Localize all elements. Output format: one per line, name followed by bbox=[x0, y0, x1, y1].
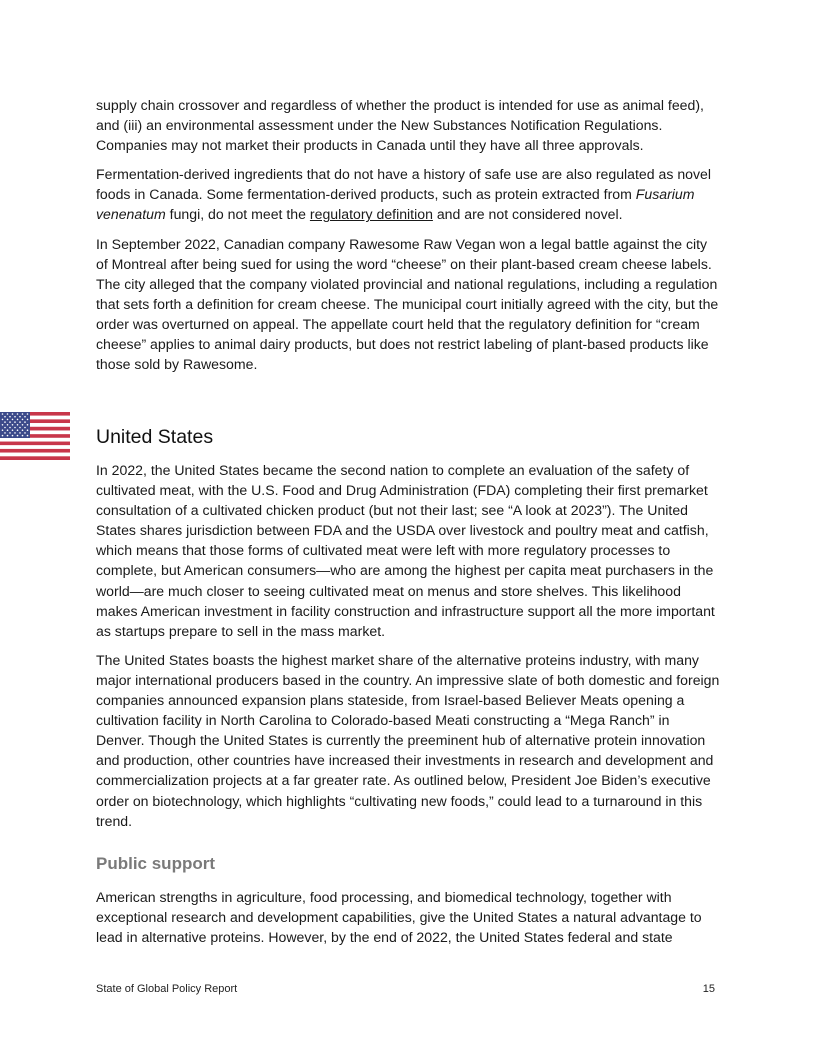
flag-star bbox=[4, 416, 6, 418]
flag-star bbox=[27, 429, 29, 431]
us-flag-icon bbox=[0, 412, 70, 460]
flag-star bbox=[7, 419, 9, 421]
flag-star bbox=[2, 413, 4, 415]
flag-star bbox=[9, 416, 11, 418]
flag-star bbox=[27, 424, 29, 426]
flag-star bbox=[22, 429, 24, 431]
flag-star bbox=[12, 429, 14, 431]
flag-star bbox=[14, 416, 16, 418]
flag-star bbox=[12, 419, 14, 421]
flag-star bbox=[22, 435, 24, 437]
species-name: Fusarium venenatum bbox=[96, 186, 695, 223]
flag-stripe bbox=[0, 449, 70, 453]
flag-star bbox=[19, 416, 21, 418]
flag-stripe bbox=[0, 453, 70, 457]
flag-star bbox=[9, 421, 11, 423]
flag-star bbox=[17, 413, 19, 415]
intro-paragraph-1: supply chain crossover and regardless of whether the product is intended for use as animal feed), and (iii) an environmental assessment under the New Substances Notification Regulations. Companies may not market their products in Canada until they have all three approvals. bbox=[96, 97, 704, 154]
intro-paragraph-2-text-a: Fermentation-derived ingredients that do not have a history of safe use are also regulated as novel foods in Canada. Some fermentation-derived products, such as protein extracted from bbox=[96, 166, 712, 203]
flag-star bbox=[14, 432, 16, 434]
flag-star bbox=[19, 432, 21, 434]
flag-star bbox=[4, 421, 6, 423]
flag-star bbox=[19, 427, 21, 429]
flag-star bbox=[7, 413, 9, 415]
flag-star bbox=[14, 421, 16, 423]
flag-stripe bbox=[0, 456, 70, 460]
flag-star bbox=[12, 424, 14, 426]
flag-star bbox=[7, 424, 9, 426]
flag-star bbox=[17, 424, 19, 426]
flag-star bbox=[9, 432, 11, 434]
flag-stripe bbox=[0, 438, 70, 442]
flag-star bbox=[19, 421, 21, 423]
intro-paragraph-2-text-c: and are not considered novel. bbox=[432, 206, 623, 223]
flag-star bbox=[22, 413, 24, 415]
flag-star bbox=[4, 432, 6, 434]
flag-star bbox=[27, 413, 29, 415]
flag-star bbox=[17, 419, 19, 421]
section-title-united-states: United States bbox=[96, 426, 214, 448]
united-states-section bbox=[96, 460, 720, 840]
flag-star bbox=[12, 413, 14, 415]
intro-paragraph-2-text-b: fungi, do not meet the bbox=[165, 206, 310, 223]
flag-star bbox=[2, 435, 4, 437]
flag-stripe bbox=[0, 442, 70, 446]
flag-star bbox=[22, 419, 24, 421]
flag-star bbox=[7, 435, 9, 437]
us-paragraph-2: The United States boasts the highest market share of the alternative proteins industry, with many major international producers based in the country. An impressive slate of both domestic and foreign companies announced expansion plans stateside, from Israel-based Believer Meats opening a cultivation facility in North Carolina to Colorado-based Meati constructing a “Mega Ranch” in Denver. Though the United States is currently the preeminent hub of alternative protein innovation and production, other countries have increased their investments in research and development and commercialization projects at a far greater rate. As outlined below, President Joe Biden’s executive order on biotechnology, which highlights “cultivating new foods,” could lead to a turnaround in this trend. bbox=[96, 651, 720, 829]
flag-star bbox=[2, 429, 4, 431]
intro-section bbox=[96, 95, 720, 383]
flag-star bbox=[24, 432, 26, 434]
flag-star bbox=[17, 435, 19, 437]
public-support-paragraph-1: American strengths in agriculture, food processing, and biomedical technology, together with exceptional research and development capabilities, give the United States a natural advantage to lead in alternative proteins. However, by the end of 2022, the United States federal and state bbox=[96, 889, 702, 946]
flag-star bbox=[24, 427, 26, 429]
flag-star bbox=[12, 435, 14, 437]
flag-star bbox=[27, 435, 29, 437]
footer-report-name: State of Global Policy Report bbox=[96, 983, 238, 995]
footer-page-number: 15 bbox=[702, 983, 715, 995]
flag-star bbox=[2, 424, 4, 426]
flag-star bbox=[24, 416, 26, 418]
flag-star bbox=[17, 429, 19, 431]
flag-stripe bbox=[0, 445, 70, 449]
subsection-title-public-support: Public support bbox=[96, 854, 215, 873]
public-support-section bbox=[96, 887, 720, 956]
flag-star bbox=[24, 421, 26, 423]
flag-star bbox=[27, 419, 29, 421]
intro-paragraph-2 bbox=[96, 164, 720, 224]
intro-paragraph-3: In September 2022, Canadian company Rawesome Raw Vegan won a legal battle against the city of Montreal after being sued for using the word “cheese” on their plant-based cream cheese labels. The city alleged that the company violated provincial and national regulations, including a regulation that sets forth a definition for cream cheese. The municipal court initially agreed with the city, but the order was overturned on appeal. The appellate court held that the regulatory definition for “cream cheese” applies to animal dairy products, but does not restrict labeling of plant-based products like those sold by Rawesome. bbox=[96, 235, 719, 373]
flag-star bbox=[9, 427, 11, 429]
regulatory-definition-link[interactable]: regulatory definition bbox=[309, 206, 433, 223]
flag-star bbox=[7, 429, 9, 431]
flag-star bbox=[14, 427, 16, 429]
flag-star bbox=[2, 419, 4, 421]
flag-star bbox=[4, 427, 6, 429]
flag-star bbox=[22, 424, 24, 426]
us-paragraph-1: In 2022, the United States became the second nation to complete an evaluation of the safety of cultivated meat, with the U.S. Food and Drug Administration (FDA) completing their first premarket consultation of a cultivated chicken product (but not their last; see “A look at 2023”). The United States shares jurisdiction between FDA and the USDA over livestock and poultry meat and catfish, which means that those forms of cultivated meat were left with more regulatory processes to complete, but American consumers—who are among the highest per capita meat purchasers in the world—are much closer to seeing cultivated meat on menus and store shelves. This likelihood makes American investment in facility construction and infrastructure support all the more important as startups prepare to sell in the mass market. bbox=[96, 462, 715, 639]
